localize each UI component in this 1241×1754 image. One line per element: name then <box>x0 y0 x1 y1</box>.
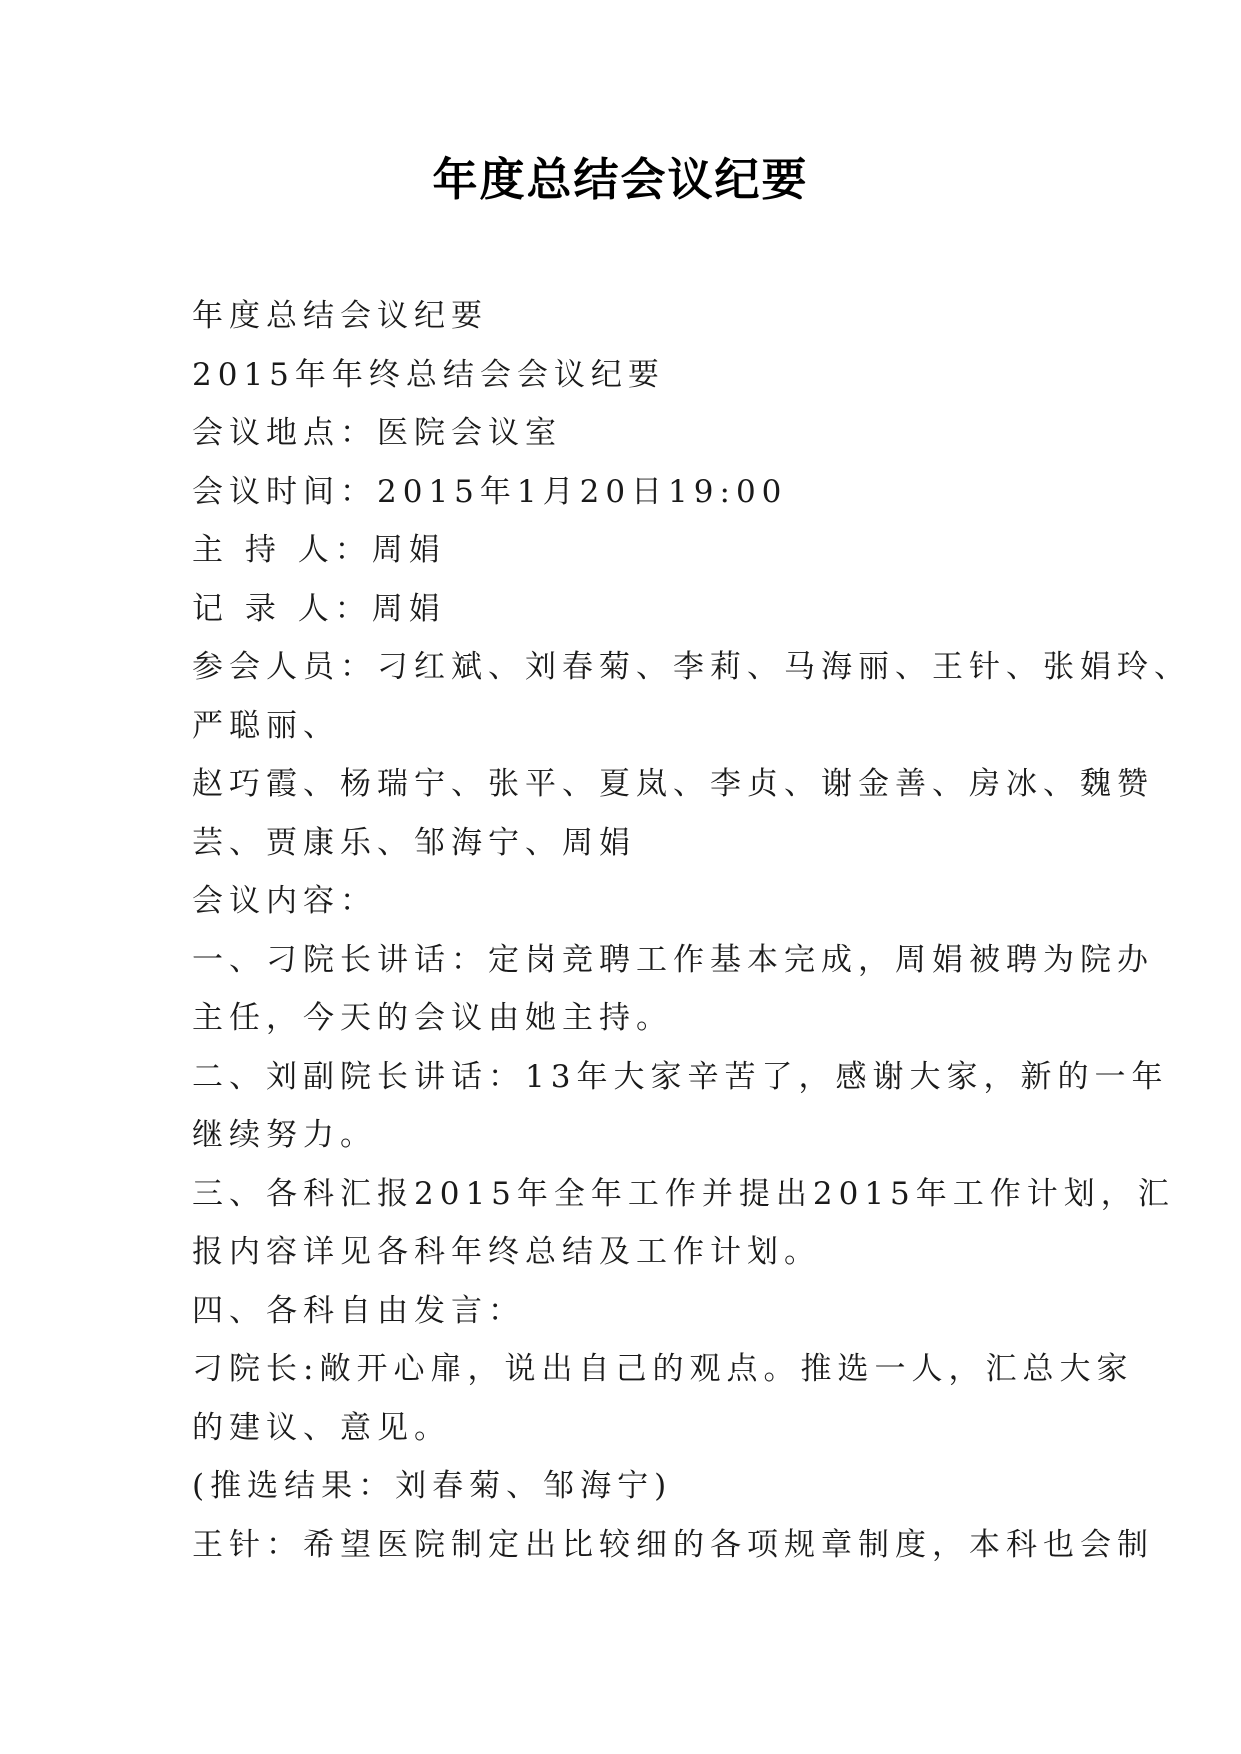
body-line: 主任，今天的会议由她主持。 <box>192 1000 673 1036</box>
body-line: 二、刘副院长讲话：13年大家辛苦了，感谢大家，新的一年 <box>192 1058 1169 1095</box>
body-line: 会议内容： <box>192 883 377 919</box>
body-line: 三、各科汇报2015年全年工作并提出2015年工作计划，汇 <box>192 1175 1175 1212</box>
body-line: 年度总结会议纪要 <box>192 298 488 334</box>
body-line: (推选结果：刘春菊、邹海宁) <box>192 1468 673 1504</box>
body-line: 继续努力。 <box>192 1117 377 1153</box>
body-line: 四、各科自由发言： <box>192 1292 525 1329</box>
body-line: 王针：希望医院制定出比较细的各项规章制度，本科也会制 <box>192 1526 1154 1563</box>
body-line: 刁院长:敞开心扉，说出自己的观点。推选一人，汇总大家 <box>192 1351 1134 1387</box>
body-line: 赵巧霞、杨瑞宁、张平、夏岚、李贞、谢金善、房冰、魏赞 <box>192 766 1154 802</box>
body-line: 的建议、意见。 <box>192 1409 451 1446</box>
document-title: 年度总结会议纪要 <box>432 153 809 206</box>
body-line: 会议地点：医院会议室 <box>192 415 562 451</box>
body-line: 主 持 人：周娟 <box>192 532 446 568</box>
body-line: 一、刁院长讲话：定岗竞聘工作基本完成，周娟被聘为院办 <box>192 941 1154 978</box>
body-line: 严聪丽、 <box>192 707 340 744</box>
body-line: 记 录 人：周娟 <box>192 590 446 627</box>
body-line: 会议时间：2015年1月20日19:00 <box>192 473 788 510</box>
body-line: 2015年年终总结会会议纪要 <box>192 356 665 393</box>
body-line: 芸、贾康乐、邹海宁、周娟 <box>192 824 636 861</box>
body-line: 参会人员：刁红斌、刘春菊、李莉、马海丽、王针、张娟玲、 <box>192 649 1191 685</box>
body-line: 报内容详见各科年终总结及工作计划。 <box>192 1234 821 1270</box>
document-body <box>192 287 1191 1574</box>
